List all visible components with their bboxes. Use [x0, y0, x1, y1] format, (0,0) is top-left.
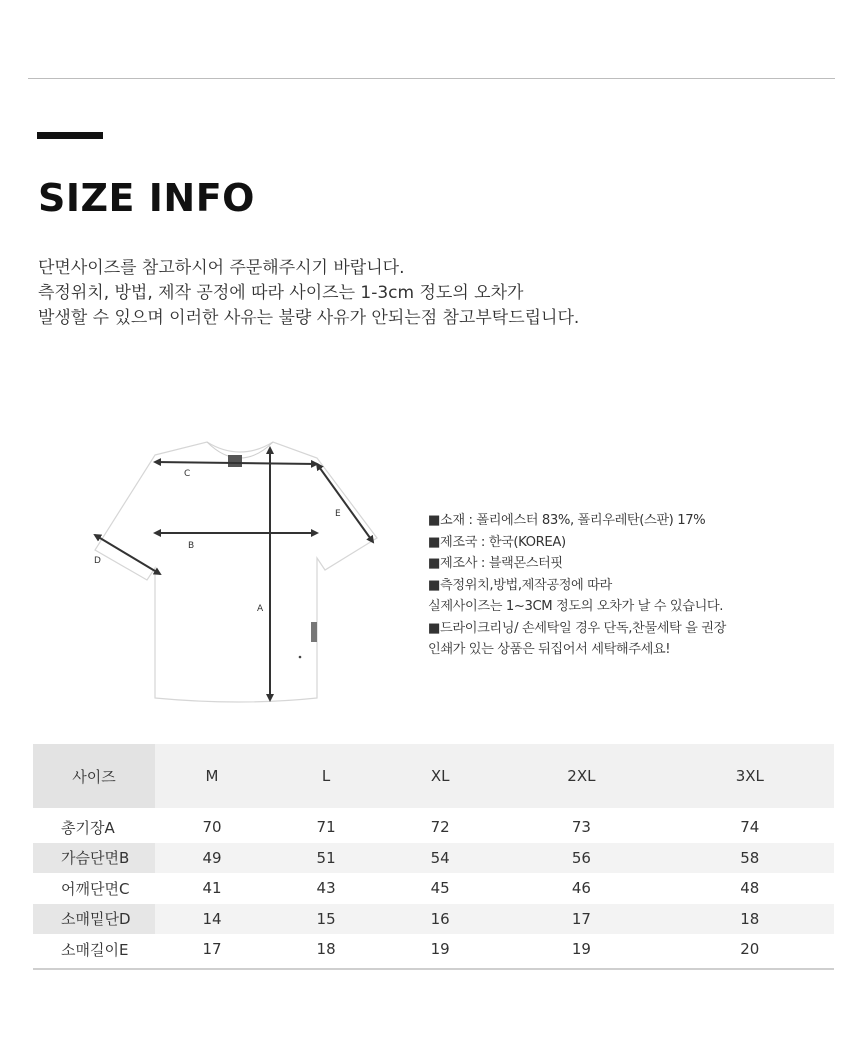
- table-cell: 46: [571, 879, 591, 898]
- tshirt-shape: [95, 442, 377, 702]
- table-cell: 72: [430, 818, 450, 837]
- label-c: C: [184, 469, 191, 479]
- table-cell: 45: [430, 879, 450, 898]
- table-row: [33, 843, 834, 874]
- spec-line: ■제조국 : 한국(KOREA): [428, 534, 566, 550]
- table-cell: 15: [269, 904, 383, 935]
- table-row: [33, 934, 834, 965]
- table-cell: 74: [740, 818, 760, 837]
- spec-line: 인쇄가 있는 상품은 뒤집어서 세탁해주세요!: [428, 642, 671, 657]
- row-label: 가슴단면B: [33, 843, 155, 874]
- label-e: E: [335, 509, 341, 519]
- table-cell: 18: [316, 940, 336, 959]
- table-row: [33, 904, 834, 935]
- table-cell: 58: [666, 843, 834, 874]
- table-cell: 49: [155, 843, 269, 874]
- table-cell: 54: [383, 843, 497, 874]
- tshirt-measurement-diagram: [85, 430, 390, 720]
- table-cell: 51: [269, 843, 383, 874]
- spec-line: 실제사이즈는 1~3CM 정도의 오차가 날 수 있습니다.: [428, 599, 724, 614]
- title-accent-bar: [37, 132, 103, 139]
- table-bottom-border: [33, 968, 834, 970]
- row-label: 총기장A: [61, 818, 115, 837]
- table-cell: 19: [571, 940, 591, 959]
- header-size: M: [155, 744, 269, 808]
- table-cell: 71: [316, 818, 336, 837]
- spec-line: ■드라이크리닝/ 손세탁일 경우 단독,찬물세탁 을 권장: [428, 620, 726, 636]
- header-size: L: [269, 744, 383, 808]
- size-notice: [38, 256, 579, 331]
- table-cell: 70: [202, 818, 222, 837]
- table-cell: 17: [497, 904, 665, 935]
- notice-line: 단면사이즈를 참고하시어 주문해주시기 바랍니다.: [38, 258, 405, 278]
- spec-line: ■제조사 : 블랙몬스터핏: [428, 556, 563, 571]
- header-size-label: 사이즈: [33, 744, 155, 808]
- table-cell: 41: [202, 879, 222, 898]
- product-spec-list: [428, 510, 726, 661]
- top-divider: [28, 78, 835, 79]
- tshirt-illustration: [85, 430, 390, 720]
- table-cell: 14: [155, 904, 269, 935]
- table-row: [33, 873, 834, 904]
- table-cell: 73: [571, 818, 591, 837]
- row-label: 소매길이E: [61, 940, 129, 959]
- label-d: D: [94, 556, 101, 566]
- table-cell: 48: [740, 879, 760, 898]
- table-cell: 43: [316, 879, 336, 898]
- table-cell: 56: [497, 843, 665, 874]
- size-table: [33, 744, 834, 965]
- table-cell: 16: [383, 904, 497, 935]
- label-b: B: [188, 541, 195, 551]
- row-label: 어깨단면C: [61, 879, 130, 898]
- header-size: XL: [383, 744, 497, 808]
- label-a: A: [257, 604, 264, 614]
- page-title: SIZE INFO: [38, 176, 255, 220]
- row-label: 소매밑단D: [33, 904, 155, 935]
- neck-label: [228, 455, 242, 467]
- table-cell: 18: [666, 904, 834, 935]
- table-cell: 20: [740, 940, 760, 959]
- header-size: 3XL: [666, 744, 834, 808]
- side-tag: [311, 622, 317, 642]
- table-header-row: [33, 744, 834, 808]
- header-size: 2XL: [497, 744, 665, 808]
- notice-line: 측정위치, 방법, 제작 공정에 따라 사이즈는 1-3cm 정도의 오차가: [38, 283, 524, 303]
- spec-line: ■소재 : 폴리에스터 83%, 폴리우레탄(스판) 17%: [428, 513, 706, 528]
- notice-line: 발생할 수 있으며 이러한 사유는 불량 사유가 안되는점 참고부탁드립니다.: [38, 308, 580, 328]
- table-cell: 17: [202, 940, 222, 959]
- spec-line: ■측정위치,방법,제작공정에 따라: [428, 577, 612, 593]
- table-row: [33, 812, 834, 843]
- table-cell: 19: [430, 940, 450, 959]
